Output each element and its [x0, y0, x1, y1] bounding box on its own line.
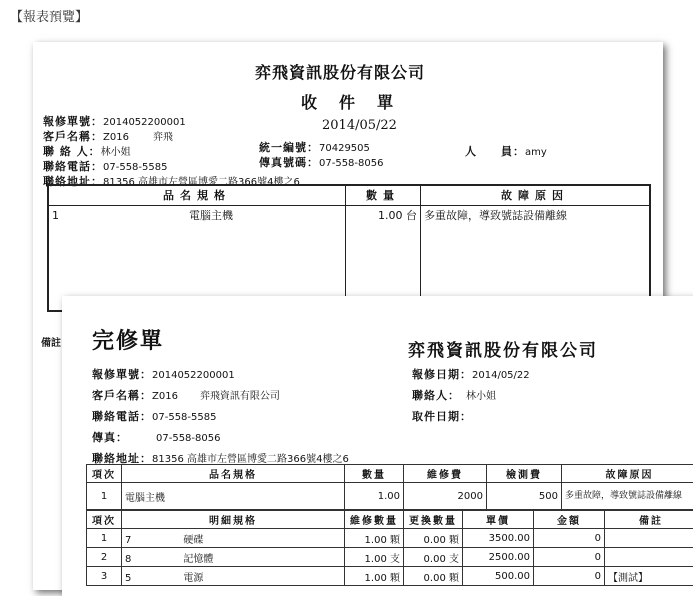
f-order-no-label: 報修單號：: [92, 368, 152, 381]
t1-col-reason: 故障原因: [562, 465, 693, 483]
staff-field: [465, 140, 547, 159]
t2-r2-amount: 0: [534, 548, 605, 567]
f-fax: 07-558-8056: [156, 433, 220, 444]
completion-main-table: [86, 464, 693, 510]
t1-col-no: 項次: [87, 465, 122, 483]
tax-id: 70429505: [319, 143, 370, 154]
col-item: 品名規格: [48, 185, 346, 206]
t2-r1-amount: 0: [534, 529, 605, 548]
phone: 07-558-5585: [103, 162, 167, 173]
completion-fields-right: [412, 364, 530, 426]
f-customer-code: Z016: [152, 391, 178, 402]
receipt-title: 收件單: [301, 90, 415, 113]
t1-test: 500: [487, 483, 562, 510]
table-header-row: [48, 185, 650, 206]
table-row: [87, 483, 693, 510]
t2-r1-price: 3500.00: [463, 529, 534, 548]
t2-r2-code: 8: [125, 554, 131, 565]
table-header-row: [87, 465, 693, 483]
t1-item: 電腦主機: [122, 483, 345, 510]
t2-r2-name: 記憶體: [183, 554, 213, 565]
f-fax-label: 傳真：: [92, 431, 128, 444]
t2-r2-no: 2: [87, 548, 122, 567]
t2-r3-note: 【測試】: [605, 567, 693, 586]
contact: 林小姐: [101, 147, 131, 158]
row-item: 電腦主機: [189, 209, 233, 222]
receipt-date: 2014/05/22: [322, 118, 397, 133]
t2-col-price: 單價: [463, 511, 534, 529]
address: 81356 高雄市左營區博愛二路366號4樓之6: [103, 177, 300, 188]
address-label: 聯絡地址：: [43, 175, 103, 188]
staff-label: 人 員：: [465, 145, 525, 158]
t2-r1-name: 硬碟: [183, 535, 203, 546]
t1-col-qty: 數量: [345, 465, 404, 483]
t2-r3-rq: 1.00 顆: [345, 567, 404, 586]
t2-r2-rq: 1.00 支: [345, 548, 404, 567]
t2-r2-cq: 0.00 支: [404, 548, 463, 567]
fax-label: 傳真號碼：: [259, 156, 319, 169]
customer-name: 弈飛: [153, 132, 173, 143]
phone-label: 聯絡電話：: [43, 160, 103, 173]
t2-r3-name: 電源: [183, 573, 203, 584]
t1-qty: 1.00: [345, 483, 404, 510]
remark-label: 備註: [41, 334, 61, 349]
t1-col-item: 品名規格: [122, 465, 345, 483]
f-date: 2014/05/22: [472, 370, 530, 381]
f-date-label: 報修日期：: [412, 368, 472, 381]
front-company-name: 弈飛資訊股份有限公司: [408, 336, 598, 361]
t2-r1-code: 7: [125, 535, 131, 546]
t1-col-test: 檢測費: [487, 465, 562, 483]
t2-r3-code: 5: [125, 573, 131, 584]
t2-r3-amount: 0: [534, 567, 605, 586]
t2-r1-no: 1: [87, 529, 122, 548]
fax: 07-558-8056: [319, 158, 383, 169]
contact-label: 聯 絡 人：: [43, 145, 101, 158]
tax-label: 統一編號：: [259, 141, 319, 154]
t2-r1-rq: 1.00 顆: [345, 529, 404, 548]
t2-r1-note: [605, 529, 693, 548]
t2-col-no: 項次: [87, 511, 122, 529]
table-row: [87, 548, 693, 567]
f-address: 81356 高雄市左營區博愛二路366號4樓之6: [152, 454, 349, 465]
row-qty: 1.00 台: [346, 206, 421, 311]
table-row: [87, 529, 693, 548]
f-phone: 07-558-5585: [152, 412, 216, 423]
report-preview-caption: 【報表預覽】: [10, 6, 88, 25]
t2-col-change-qty: 更換數量: [404, 511, 463, 529]
t2-r2-note: [605, 548, 693, 567]
col-reason: 故障原因: [421, 185, 651, 206]
t2-r3-price: 500.00: [463, 567, 534, 586]
f-address-label: 聯絡地址：: [92, 452, 152, 465]
f-customer-label: 客戶名稱：: [92, 389, 152, 402]
receipt-fields-right: [259, 140, 383, 170]
customer-code: Z016: [103, 132, 129, 143]
t2-r1-cq: 0.00 顆: [404, 529, 463, 548]
t2-col-repair-qty: 維修數量: [345, 511, 404, 529]
row-no: 1: [52, 209, 59, 222]
t1-repair: 2000: [404, 483, 487, 510]
f-contact: 林小姐: [466, 391, 496, 402]
order-no: 2014052200001: [103, 117, 186, 128]
t2-r2-price: 2500.00: [463, 548, 534, 567]
order-no-label: 報修單號：: [43, 115, 103, 128]
table-row: [87, 567, 693, 586]
table-header-row: [87, 511, 693, 529]
t2-r3-no: 3: [87, 567, 122, 586]
t2-r3-cq: 0.00 顆: [404, 567, 463, 586]
f-phone-label: 聯絡電話：: [92, 410, 152, 423]
t1-reason: 多重故障，導致號誌設備離線: [562, 483, 693, 510]
receipt-items-table: [47, 184, 651, 312]
completion-sheet: [62, 296, 693, 596]
f-contact-label: 聯絡人：: [412, 389, 460, 402]
completion-detail-table: [86, 510, 693, 586]
f-customer-name: 弈飛資訊有限公司: [200, 391, 280, 402]
row-reason: 多重故障，導致號誌設備離線: [421, 206, 651, 311]
t2-col-spec: 明細規格: [122, 511, 345, 529]
completion-fields-left: [92, 364, 349, 469]
f-pickup-label: 取件日期：: [412, 410, 472, 423]
customer-label: 客戶名稱：: [43, 130, 103, 143]
t1-col-repair: 維修費: [404, 465, 487, 483]
t2-col-note: 備註: [605, 511, 693, 529]
f-order-no: 2014052200001: [152, 370, 235, 381]
t1-no: 1: [87, 483, 122, 510]
t2-col-amount: 金額: [534, 511, 605, 529]
col-qty: 數量: [346, 185, 421, 206]
staff: amy: [525, 147, 547, 158]
completion-title: 完修單: [92, 324, 164, 355]
company-name: 弈飛資訊股份有限公司: [255, 60, 425, 83]
